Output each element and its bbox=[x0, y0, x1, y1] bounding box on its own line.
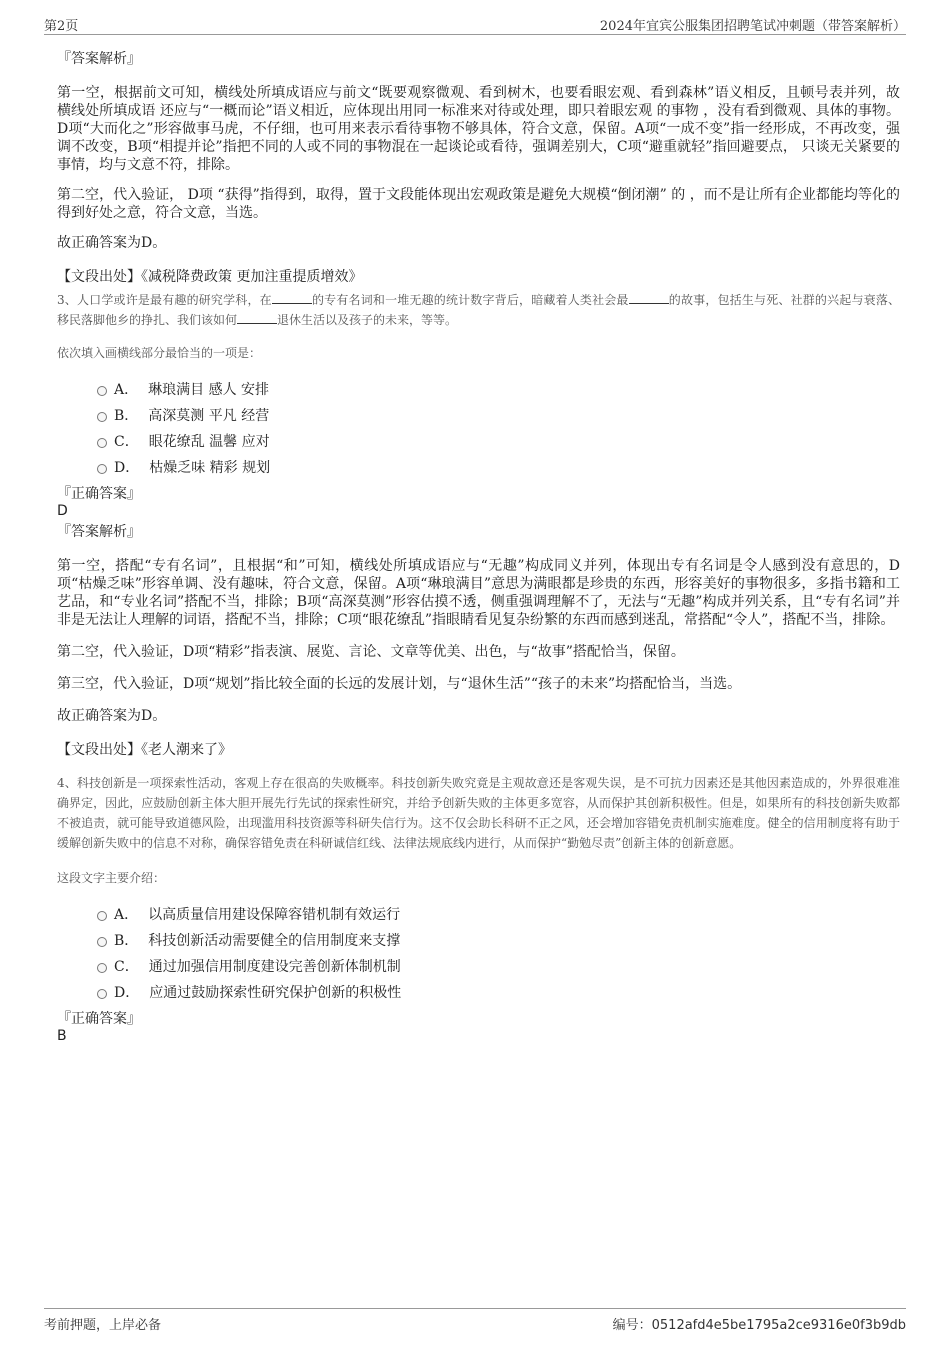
option-a[interactable]: A． 以高质量信用建设保障容错机制有效运行 bbox=[57, 902, 900, 928]
radio-icon[interactable] bbox=[97, 438, 107, 448]
fill-blank bbox=[272, 293, 312, 304]
analysis-paragraph: 第三空，代入验证，D项“规划”指比较全面的长远的发展计划，与“退休生活”“孩子的未来”均搭配恰当，当选。 bbox=[57, 676, 742, 692]
question-stem: 3、人口学或许是最有趣的研究学科，在 的专有名词和一堆无趣的统计数字背后，暗藏着人类社会最 的故事，包括生与死、社群的兴起与衰落、移民落脚他乡的挣扎、我们该如何 退休生活以及孩子的未来，等等。 bbox=[57, 293, 900, 327]
code-label: 编号： bbox=[612, 1318, 652, 1333]
analysis-paragraph: 故正确答案为D。 bbox=[57, 708, 167, 724]
analysis-paragraph: 第一空，根据前文可知，横线处所填成语应与前文“既要观察微观、看到树木，也要看眼宏观、看到森林”语义相反，且顿号表并列，故 横线处所填成语 还应与“一概而论”语义相近，应体现出用同一标准来对待或处理，即只着眼宏观 的事物 ，没有看到微观、具体的事物。D项“大而化之”形容做事马虎，不仔细，也可用来表示看待事物不够具体，符合文意，保留。A项“一成不变”指一经形成，不再改变，强调不改变，B项“相提并论”指把不同的人或不同的事物混在一起谈论或看待，强调差别大，C项“避重就轻”指回避要点， 只谈无关紧要的事情，均与文意不符，排除。 bbox=[57, 85, 900, 173]
fill-blank bbox=[237, 313, 277, 324]
source-citation: 【文段出处】《老人潮来了》 bbox=[57, 742, 232, 758]
question-stem: 4、科技创新是一项探索性活动，客观上存在很高的失败概率。科技创新失败究竟是主观故意还是客观失误，是不可抗力因素还是其他因素造成的，外界很难准确界定，因此，应鼓励创新主体大胆开展先行先试的探索性研究，并给予创新失败的主体更多宽容，从而保护其创新积极性。但是，如果所有的科技创新失败都不被追责，就可能导致道德风险，出现滥用科技资源等科研失信行为。这不仅会助长科研不正之风，还会增加容错免责机制实施难度。健全的信用制度将有助于缓解创新失败中的信息不对称，确保容错免责在科研诚信红线、法律法规底线内进行，从而保护“勤勉尽责”创新主体的创新意愿。 bbox=[57, 776, 900, 850]
analysis-paragraph: 第二空，代入验证， D项 “获得”指得到，取得，置于文段能体现出宏观政策是避免大规模“倒闭潮” 的 ，而不是让所有企业都能均等化的得到好处之意，符合文意，当选。 bbox=[57, 187, 900, 221]
source-citation: 【文段出处】《减税降费政策 更加注重提质增效》 bbox=[57, 269, 363, 285]
page-number: 第2页 bbox=[44, 19, 79, 34]
option-d[interactable]: D． 应通过鼓励探索性研究保护创新的积极性 bbox=[57, 980, 900, 1006]
option-b[interactable]: B． 高深莫测 平凡 经营 bbox=[57, 403, 900, 429]
analysis-label: 『答案解析』 bbox=[57, 524, 141, 540]
document-title: 2024年宜宾公服集团招聘笔试冲刺题（带答案解析） bbox=[599, 19, 906, 34]
radio-icon[interactable] bbox=[97, 989, 107, 999]
option-d[interactable]: D． 枯燥乏味 精彩 规划 bbox=[57, 455, 900, 481]
correct-answer-label: 『正确答案』 bbox=[57, 486, 141, 502]
code-value: 0512afd4e5be1795a2ce9316e0f3b9db bbox=[651, 1318, 906, 1333]
correct-answer: B bbox=[57, 1028, 67, 1044]
page-header bbox=[44, 12, 906, 35]
radio-icon[interactable] bbox=[97, 937, 107, 947]
analysis-label: 『答案解析』 bbox=[57, 51, 141, 67]
document-code bbox=[613, 1314, 906, 1333]
radio-icon[interactable] bbox=[97, 911, 107, 921]
radio-icon[interactable] bbox=[97, 386, 107, 396]
correct-answer: D bbox=[57, 503, 68, 519]
question-prompt: 这段文字主要介绍： bbox=[57, 871, 166, 885]
radio-icon[interactable] bbox=[97, 963, 107, 973]
analysis-paragraph: 第一空，搭配“专有名词”，且根据“和”可知，横线处所填成语应与“无趣”构成同义并列，体现出专有名词是令人感到没有意思的，D项“枯燥乏味”形容单调、没有趣味，符合文意，保留。A项“琳琅满目”意思为满眼都是珍贵的东西，形容美好的事物很多，多指书籍和工艺品，和“专业名词”搭配不当，排除；B项“高深莫测”形容估摸不透，侧重强调理解不了，无法与“无趣”构成并列关系，且“专有名词”并非是无法让人理解的词语，搭配不当，排除；C项“眼花缭乱”指眼睛看见复杂纷繁的东西而感到迷乱，常搭配“令人”，搭配不当，排除。 bbox=[57, 558, 900, 628]
option-a[interactable]: A． 琳琅满目 感人 安排 bbox=[57, 377, 900, 403]
radio-icon[interactable] bbox=[97, 412, 107, 422]
option-c[interactable]: C． 通过加强信用制度建设完善创新体制机制 bbox=[57, 954, 900, 980]
correct-answer-label: 『正确答案』 bbox=[57, 1011, 141, 1027]
analysis-paragraph: 故正确答案为D。 bbox=[57, 235, 167, 251]
question-prompt: 依次填入画横线部分最恰当的一项是： bbox=[57, 346, 262, 360]
option-list bbox=[57, 902, 900, 1006]
option-list bbox=[57, 377, 900, 481]
fill-blank bbox=[629, 293, 669, 304]
page-content bbox=[57, 44, 900, 1044]
option-c[interactable]: C． 眼花缭乱 温馨 应对 bbox=[57, 429, 900, 455]
radio-icon[interactable] bbox=[97, 464, 107, 474]
footer-slogan: 考前押题，上岸必备 bbox=[44, 1318, 162, 1333]
analysis-paragraph: 第二空，代入验证，D项“精彩”指表演、展览、言论、文章等优美、出色，与“故事”搭配恰当，保留。 bbox=[57, 644, 685, 660]
page-footer bbox=[44, 1308, 906, 1331]
option-b[interactable]: B． 科技创新活动需要健全的信用制度来支撑 bbox=[57, 928, 900, 954]
